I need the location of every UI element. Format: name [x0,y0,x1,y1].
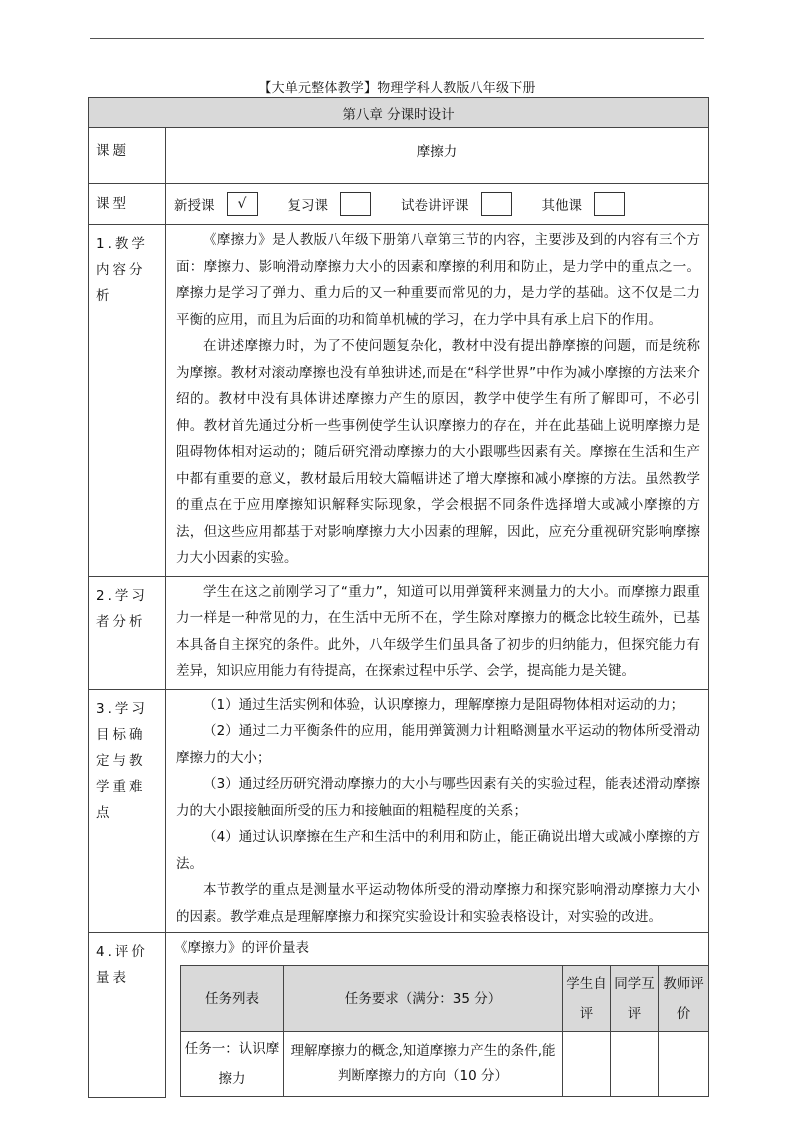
self-eval-cell[interactable] [563,1032,611,1097]
header-teacher-eval: 教师评价 [659,966,709,1032]
objectives-label: 3.学习目标确定与教学重难点 [89,689,166,933]
objective-item: （1）通过生活实例和体验，认识摩擦力，理解摩擦力是阻碍物体相对运动的力； [203,696,685,713]
objective-item: （4）通过认识摩擦在生产和生活中的利用和防止，能正确说出增大或减小摩擦的方法。 [176,829,701,872]
topic-label: 课题 [89,128,166,184]
evaluation-table [180,965,709,1097]
evaluation-caption: 《摩擦力》的评价量表 [174,940,309,956]
header-rule [90,38,704,39]
key-points: 本节教学的重点是测量水平运动物体所受的滑动摩擦力和探究影响滑动摩擦力大小的因素。教学难点是理解摩擦力和探究实验设计和实验表格设计，对实验的改进。 [176,882,701,925]
lesson-type-options [166,184,709,225]
table-row-requirement: 理解摩擦力的概念,知道摩擦力产生的条件,能判断摩擦力的方向（10 分） [284,1032,563,1097]
evaluation-label: 4.评价量表 [89,933,166,1098]
checkbox-other[interactable] [594,192,625,216]
objective-item: （2）通过二力平衡条件的应用，能用弹簧测力计粗略测量水平运动的物体所受滑动摩擦力的大小； [176,723,701,766]
option-exam-review: 试卷讲评课 [401,192,542,216]
learner-paragraph: 学生在这之前刚学习了“重力”，知道可以用弹簧秤来测量力的大小。而摩擦力跟重力一样是一种常见的力，在生活中无所不在，学生除对摩擦力的概念比较生疏外，已基本具备自主探究的条件。此外，八年级学生们虽具备了初步的归纳能力，但探究能力有差异，知识应用能力有待提高，在探索过程中乐学、会学，提高能力是关键。 [176,583,701,679]
content-paragraph: 在讲述摩擦力时，为了不使问题复杂化，教材中没有提出静摩擦的问题，而是统称为摩擦。教材对滚动摩擦也没有单独讲述,而是在“科学世界”中作为减小摩擦的方法来介绍的。教材中没有具体讲述摩擦力产生的原因，教学中使学生有所了解即可，不必引伸。教材首先通过分析一些事例使学生认识摩擦力的存在，并在此基础上说明摩擦力是阻碍物体相对运动的；随后研究滑动摩擦力的大小跟哪些因素有关。摩擦在生活和生产中都有重要的意义，教材最后用较大篇幅讲述了增大摩擦和减小摩擦的方法。虽然教学的重点在于应用摩擦知识解释实际现象，学会根据不同条件选择增大或减小摩擦的方法，但这些应用都基于对影响摩擦力大小因素的理解，因此，应充分重视研究影响摩擦力大小因素的实验。 [176,338,701,566]
option-other: 其他课 [542,192,626,216]
option-review-lesson: 复习课 [288,192,402,216]
objectives-body [166,689,709,933]
teacher-eval-cell[interactable] [659,1032,709,1097]
content-analysis-label: 1.教学内容分析 [89,225,166,577]
objective-item: （3）通过经历研究滑动摩擦力的大小与哪些因素有关的实验过程，能表述滑动摩擦力的大小跟接触面所受的压力和接触面的粗糙程度的关系； [176,776,701,819]
header-requirement: 任务要求（满分：35 分） [284,966,563,1032]
checkbox-exam-review[interactable] [481,192,512,216]
lesson-plan-table [88,97,709,1098]
checkbox-new-lesson[interactable]: √ [227,192,258,216]
chapter-heading: 第八章 分课时设计 [89,98,709,128]
checkbox-review-lesson[interactable] [340,192,371,216]
learner-analysis-body [166,576,709,689]
content-paragraph: 《摩擦力》是人教版八年级下册第八章第三节的内容，主要涉及到的内容有三个方面：摩擦力、影响滑动摩擦力大小的因素和摩擦的利用和防止，是力学中的重点之一。摩擦力是学习了弹力、重力后的又一种重要而常见的力，是力学的基础。这不仅是二力平衡的应用，而且为后面的功和简单机械的学习，在力学中具有承上启下的作用。 [176,232,701,328]
header-task: 任务列表 [181,966,284,1032]
topic-value: 摩擦力 [166,128,709,184]
table-row-task: 任务一：认识摩擦力 [181,1032,284,1097]
header-peer-eval: 同学互评 [611,966,659,1032]
option-new-lesson: 新授课 √ [174,192,288,216]
document-title: 【大单元整体教学】物理学科人教版八年级下册 [258,81,536,96]
lesson-type-label: 课型 [89,184,166,225]
peer-eval-cell[interactable] [611,1032,659,1097]
header-self-eval: 学生自评 [563,966,611,1032]
learner-analysis-label: 2.学习者分析 [89,576,166,689]
evaluation-body [166,933,709,1098]
content-analysis-body [166,225,709,577]
